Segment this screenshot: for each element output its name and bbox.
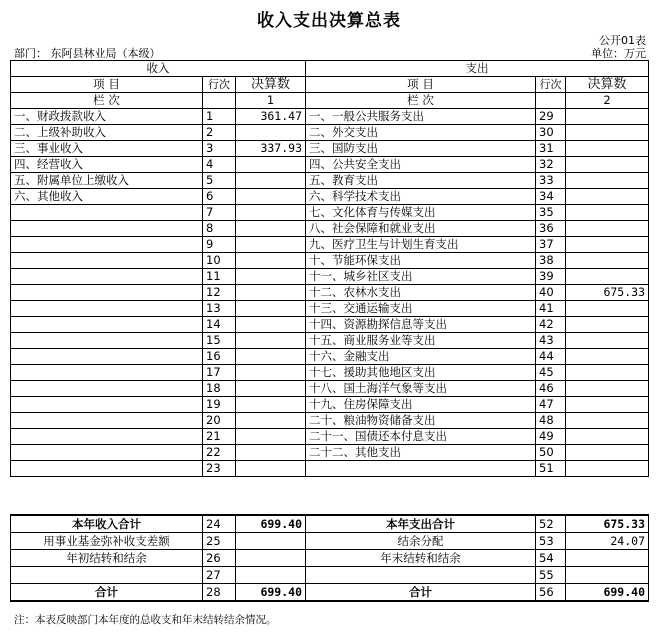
income-item — [11, 333, 203, 349]
expense-row-number: 30 — [536, 125, 566, 141]
summary-expense-item: 本年支出合计 — [306, 515, 536, 533]
income-row-number: 3 — [203, 141, 236, 157]
expense-amount — [566, 157, 649, 173]
income-item: 三、事业收入 — [11, 141, 203, 157]
expense-item: 十五、商业服务业等支出 — [306, 333, 536, 349]
summary-income-item — [11, 567, 203, 584]
expense-amount — [566, 141, 649, 157]
income-amount — [236, 173, 306, 189]
expense-item: 十七、援助其他地区支出 — [306, 365, 536, 381]
summary-expense-row-number: 56 — [536, 584, 566, 602]
table-row — [11, 397, 649, 413]
table-row — [11, 189, 649, 205]
expense-row-number: 43 — [536, 333, 566, 349]
income-row-number: 11 — [203, 269, 236, 285]
expense-amount — [566, 125, 649, 141]
expense-row-number: 39 — [536, 269, 566, 285]
expense-item: 二十一、国债还本付息支出 — [306, 429, 536, 445]
income-item — [11, 269, 203, 285]
expense-row-number: 35 — [536, 205, 566, 221]
table-row — [11, 365, 649, 381]
income-item — [11, 301, 203, 317]
expense-item: 十一、城乡社区支出 — [306, 269, 536, 285]
table-row — [11, 301, 649, 317]
income-amount — [236, 301, 306, 317]
income-column-rowno — [203, 93, 236, 109]
income-row-number: 12 — [203, 285, 236, 301]
expense-amount — [566, 445, 649, 461]
income-row-number: 13 — [203, 301, 236, 317]
expense-amount — [566, 189, 649, 205]
income-item — [11, 237, 203, 253]
income-column-header: 栏 次 — [11, 93, 203, 109]
expense-row-number: 45 — [536, 365, 566, 381]
income-amount — [236, 333, 306, 349]
summary-income-amount — [236, 550, 306, 567]
income-header: 收入 — [11, 61, 306, 77]
main-table — [10, 60, 649, 477]
income-row-number: 14 — [203, 317, 236, 333]
department-label: 部门： 东阿县林业局（本级） — [14, 47, 161, 60]
expense-item: 三、国防支出 — [306, 141, 536, 157]
income-item: 五、附属单位上缴收入 — [11, 173, 203, 189]
expense-amount — [566, 381, 649, 397]
summary-income-item: 本年收入合计 — [11, 515, 203, 533]
income-amount — [236, 365, 306, 381]
summary-income-row-number: 27 — [203, 567, 236, 584]
income-row-number: 15 — [203, 333, 236, 349]
expense-item — [306, 461, 536, 477]
expense-item: 四、公共安全支出 — [306, 157, 536, 173]
table-row — [11, 109, 649, 125]
expense-amount — [566, 237, 649, 253]
expense-row-number: 46 — [536, 381, 566, 397]
footnote: 注：本表反映部门本年度的总收支和年末结转结余情况。 — [14, 614, 277, 626]
summary-income-row-number: 26 — [203, 550, 236, 567]
expense-row-number: 41 — [536, 301, 566, 317]
expense-row-number: 38 — [536, 253, 566, 269]
table-row — [11, 221, 649, 237]
expense-amount — [566, 317, 649, 333]
income-amount — [236, 237, 306, 253]
expense-item: 二十二、其他支出 — [306, 445, 536, 461]
summary-row — [11, 567, 649, 584]
summary-expense-row-number: 54 — [536, 550, 566, 567]
expense-amount — [566, 269, 649, 285]
expense-column-number: 2 — [566, 93, 649, 109]
income-amount — [236, 269, 306, 285]
income-amount: 361.47 — [236, 109, 306, 125]
income-row-number: 17 — [203, 365, 236, 381]
income-item — [11, 445, 203, 461]
expense-amount — [566, 205, 649, 221]
income-amount — [236, 397, 306, 413]
table-row — [11, 349, 649, 365]
income-amount — [236, 317, 306, 333]
income-amount — [236, 221, 306, 237]
expense-amount-header: 决算数 — [566, 77, 649, 93]
expense-item: 七、文化体育与传媒支出 — [306, 205, 536, 221]
summary-income-row-number: 25 — [203, 533, 236, 550]
expense-column-rowno — [536, 93, 566, 109]
expense-row-number: 31 — [536, 141, 566, 157]
summary-expense-amount: 675.33 — [566, 515, 649, 533]
income-amount-header: 决算数 — [236, 77, 306, 93]
summary-row — [11, 515, 649, 533]
expense-item: 十八、国土海洋气象等支出 — [306, 381, 536, 397]
income-column-number: 1 — [236, 93, 306, 109]
income-row-number: 1 — [203, 109, 236, 125]
income-item — [11, 365, 203, 381]
summary-expense-item: 合计 — [306, 584, 536, 602]
income-row-number: 5 — [203, 173, 236, 189]
expense-amount — [566, 429, 649, 445]
expense-item: 二十、粮油物资储备支出 — [306, 413, 536, 429]
table-row — [11, 333, 649, 349]
expense-item: 十六、金融支出 — [306, 349, 536, 365]
expense-amount — [566, 221, 649, 237]
income-amount — [236, 381, 306, 397]
income-row-number: 20 — [203, 413, 236, 429]
summary-income-row-number: 24 — [203, 515, 236, 533]
income-item: 四、经营收入 — [11, 157, 203, 173]
expense-amount — [566, 461, 649, 477]
expense-row-number: 42 — [536, 317, 566, 333]
expense-item: 十二、农林水支出 — [306, 285, 536, 301]
income-amount — [236, 349, 306, 365]
summary-expense-row-number: 55 — [536, 567, 566, 584]
summary-income-item: 用事业基金弥补收支差额 — [11, 533, 203, 550]
income-row-number: 7 — [203, 205, 236, 221]
expense-row-number: 33 — [536, 173, 566, 189]
income-item — [11, 413, 203, 429]
income-amount — [236, 285, 306, 301]
expense-item: 十四、资源勘探信息等支出 — [306, 317, 536, 333]
table-row — [11, 461, 649, 477]
income-item: 六、其他收入 — [11, 189, 203, 205]
expense-row-number: 32 — [536, 157, 566, 173]
expense-item: 九、医疗卫生与计划生育支出 — [306, 237, 536, 253]
expense-header: 支出 — [306, 61, 649, 77]
income-item-header: 项 目 — [11, 77, 203, 93]
table-row — [11, 237, 649, 253]
expense-row-number: 48 — [536, 413, 566, 429]
income-item — [11, 221, 203, 237]
form-code: 公开01表 — [599, 34, 646, 47]
report-title: 收入支出决算总表 — [257, 11, 401, 31]
summary-expense-amount — [566, 550, 649, 567]
income-item — [11, 461, 203, 477]
income-row-number: 10 — [203, 253, 236, 269]
expense-amount — [566, 253, 649, 269]
income-amount — [236, 205, 306, 221]
expense-amount — [566, 173, 649, 189]
expense-item: 一、一般公共服务支出 — [306, 109, 536, 125]
income-item — [11, 381, 203, 397]
income-row-number: 16 — [203, 349, 236, 365]
summary-expense-row-number: 52 — [536, 515, 566, 533]
income-item: 二、上级补助收入 — [11, 125, 203, 141]
summary-expense-item — [306, 567, 536, 584]
summary-row — [11, 533, 649, 550]
income-amount — [236, 429, 306, 445]
expense-row-number: 47 — [536, 397, 566, 413]
expense-amount — [566, 301, 649, 317]
income-item — [11, 205, 203, 221]
expense-amount — [566, 109, 649, 125]
table-row — [11, 317, 649, 333]
table-row — [11, 381, 649, 397]
expense-rowno-header: 行次 — [536, 77, 566, 93]
expense-item: 十、节能环保支出 — [306, 253, 536, 269]
expense-item-header: 项 目 — [306, 77, 536, 93]
expense-row-number: 37 — [536, 237, 566, 253]
expense-item: 二、外交支出 — [306, 125, 536, 141]
summary-table — [10, 514, 649, 602]
income-amount: 337.93 — [236, 141, 306, 157]
table-row — [11, 429, 649, 445]
summary-expense-item: 年末结转和结余 — [306, 550, 536, 567]
summary-income-row-number: 28 — [203, 584, 236, 602]
income-item — [11, 397, 203, 413]
income-row-number: 21 — [203, 429, 236, 445]
summary-expense-row-number: 53 — [536, 533, 566, 550]
expense-item: 五、教育支出 — [306, 173, 536, 189]
summary-income-amount — [236, 567, 306, 584]
income-amount — [236, 157, 306, 173]
expense-row-number: 49 — [536, 429, 566, 445]
income-row-number: 8 — [203, 221, 236, 237]
table-row — [11, 253, 649, 269]
summary-row — [11, 550, 649, 567]
expense-row-number: 40 — [536, 285, 566, 301]
expense-amount — [566, 349, 649, 365]
income-item — [11, 253, 203, 269]
income-rowno-header: 行次 — [203, 77, 236, 93]
summary-income-amount: 699.40 — [236, 515, 306, 533]
summary-income-amount: 699.40 — [236, 584, 306, 602]
summary-income-item: 合计 — [11, 584, 203, 602]
income-amount — [236, 253, 306, 269]
unit-label: 单位：万元 — [591, 47, 646, 60]
income-row-number: 18 — [203, 381, 236, 397]
income-amount — [236, 445, 306, 461]
income-amount — [236, 461, 306, 477]
expense-item: 八、社会保障和就业支出 — [306, 221, 536, 237]
income-row-number: 2 — [203, 125, 236, 141]
expense-item: 十三、交通运输支出 — [306, 301, 536, 317]
income-row-number: 22 — [203, 445, 236, 461]
expense-amount — [566, 413, 649, 429]
summary-expense-amount: 24.07 — [566, 533, 649, 550]
expense-amount — [566, 333, 649, 349]
income-amount — [236, 125, 306, 141]
table-row — [11, 125, 649, 141]
table-row — [11, 205, 649, 221]
income-amount — [236, 413, 306, 429]
expense-amount — [566, 397, 649, 413]
table-row — [11, 413, 649, 429]
table-row — [11, 445, 649, 461]
expense-column-header: 栏 次 — [306, 93, 536, 109]
table-row — [11, 285, 649, 301]
expense-amount: 675.33 — [566, 285, 649, 301]
expense-row-number: 36 — [536, 221, 566, 237]
income-row-number: 19 — [203, 397, 236, 413]
summary-expense-item: 结余分配 — [306, 533, 536, 550]
expense-row-number: 51 — [536, 461, 566, 477]
summary-income-amount — [236, 533, 306, 550]
income-item — [11, 429, 203, 445]
summary-row — [11, 584, 649, 602]
table-row — [11, 269, 649, 285]
expense-row-number: 34 — [536, 189, 566, 205]
table-row — [11, 141, 649, 157]
summary-expense-amount — [566, 567, 649, 584]
expense-row-number: 44 — [536, 349, 566, 365]
income-item: 一、财政拨款收入 — [11, 109, 203, 125]
income-item — [11, 285, 203, 301]
expense-amount — [566, 365, 649, 381]
expense-row-number: 50 — [536, 445, 566, 461]
table-row — [11, 173, 649, 189]
income-row-number: 9 — [203, 237, 236, 253]
income-item — [11, 349, 203, 365]
income-item — [11, 317, 203, 333]
income-row-number: 23 — [203, 461, 236, 477]
table-row — [11, 157, 649, 173]
summary-expense-amount: 699.40 — [566, 584, 649, 602]
expense-item: 六、科学技术支出 — [306, 189, 536, 205]
summary-income-item: 年初结转和结余 — [11, 550, 203, 567]
income-amount — [236, 189, 306, 205]
income-row-number: 6 — [203, 189, 236, 205]
income-row-number: 4 — [203, 157, 236, 173]
expense-item: 十九、住房保障支出 — [306, 397, 536, 413]
expense-row-number: 29 — [536, 109, 566, 125]
